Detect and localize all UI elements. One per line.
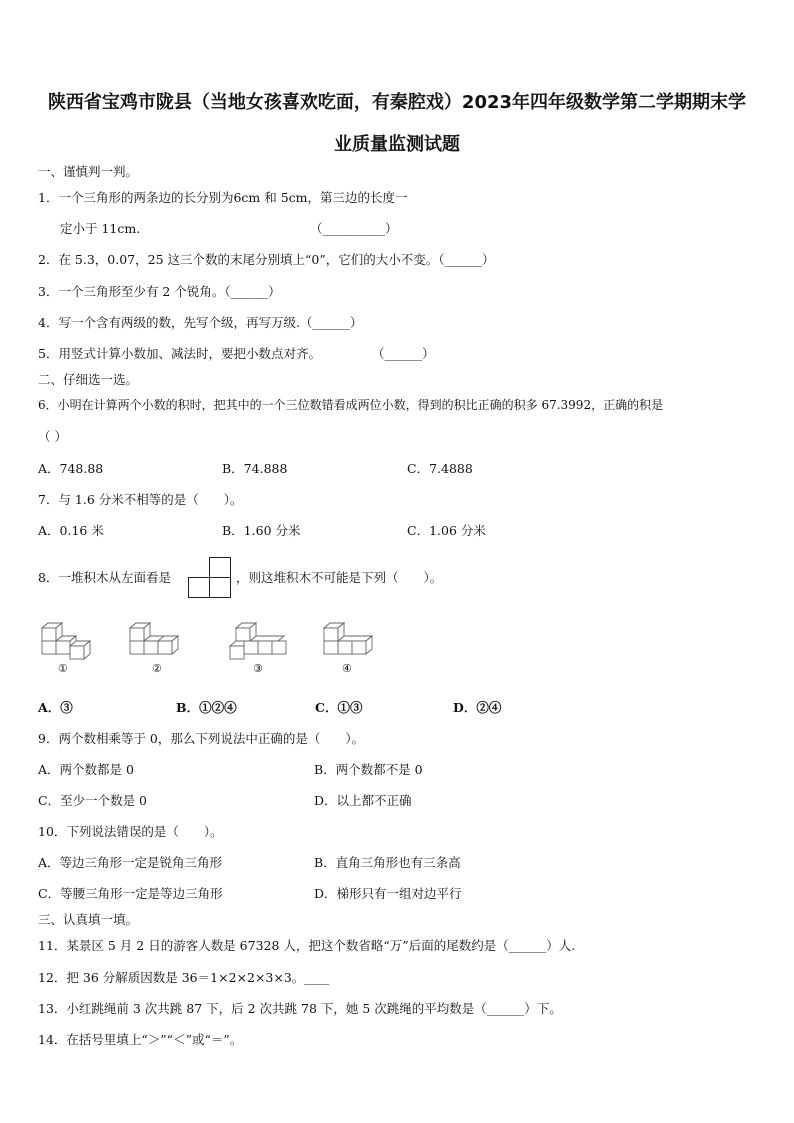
question-6-stem: 6．小明在计算两个小数的积时，把其中的一个三位数错看成两位小数，得到的积比正确的积多 67.3992，正确的积是 [38, 398, 664, 412]
question-2: 2．在 5.3，0.07，25 这三个数的末尾分别填上“0”，它们的大小不变。（______） [38, 252, 495, 267]
block-figure-3 [228, 622, 294, 664]
question-8-option-a: A．③ [38, 700, 73, 715]
question-6-option-b: B．74.888 [222, 461, 288, 476]
question-7-option-c: C．1.06 分米 [407, 523, 486, 538]
figure-1-label: ① [58, 662, 68, 675]
question-9-stem: 9．两个数相乘等于 0，那么下列说法中正确的是（ ）。 [38, 731, 365, 746]
block-figure-2 [128, 622, 194, 664]
section-heading-judge: 一、谨慎判一判。 [38, 164, 139, 179]
question-8-option-b: B．①②④ [176, 700, 237, 715]
figure-4-label: ④ [342, 662, 352, 675]
block-figure-1 [40, 622, 100, 664]
block-figure-4 [320, 622, 382, 664]
question-9-option-a: A．两个数都是 0 [38, 762, 134, 777]
question-4: 4．写一个含有两级的数，先写个级，再写万级.（______） [38, 315, 363, 330]
question-8-option-c: C．①③ [315, 700, 363, 715]
question-1-answer-blank: （__________） [310, 221, 398, 236]
question-6-answer-paren: （ ） [38, 429, 67, 444]
question-7-option-b: B．1.60 分米 [222, 523, 301, 538]
question-3: 3．一个三角形至少有 2 个锐角。（______） [38, 284, 281, 299]
question-6-option-c: C．7.4888 [407, 461, 473, 476]
question-7-stem: 7．与 1.6 分米不相等的是（ ）。 [38, 492, 243, 507]
question-9-option-d: D．以上都不正确 [314, 793, 412, 808]
question-9-option-c: C．至少一个数是 0 [38, 793, 147, 808]
question-10-option-d: D．梯形只有一组对边平行 [314, 886, 462, 901]
question-8-option-d: D．②④ [453, 700, 502, 715]
question-9-option-b: B．两个数都不是 0 [314, 762, 423, 777]
question-10-stem: 10．下列说法错误的是（ ）。 [38, 824, 223, 839]
question-1-line-2: 定小于 11cm. [60, 221, 141, 236]
section-heading-choose: 二、仔细选一选。 [38, 372, 139, 387]
question-10-option-b: B．直角三角形也有三条高 [314, 855, 461, 870]
question-14: 14．在括号里填上“＞”“＜”或“＝”。 [38, 1032, 243, 1047]
section-heading-fill: 三、认真填一填。 [38, 912, 139, 927]
question-8-stem-b: ，则这堆积木不可能是下列（ ）。 [236, 570, 443, 585]
question-7-option-a: A．0.16 米 [38, 523, 104, 538]
question-8-stem-a: 8．一堆积木从左面看是 [38, 570, 171, 585]
left-view-figure [188, 557, 232, 599]
page-title-line-1: 陕西省宝鸡市陇县（当地女孩喜欢吃面，有秦腔戏）2023年四年级数学第二学期期末学 [47, 92, 747, 113]
question-13: 13．小红跳绳前 3 次共跳 87 下，后 2 次共跳 78 下，她 5 次跳绳的平均数是（______）下。 [38, 1001, 562, 1016]
question-12: 12．把 36 分解质因数是 36＝1×2×2×3×3。____ [38, 970, 330, 985]
question-10-option-a: A．等边三角形一定是锐角三角形 [38, 855, 223, 870]
figure-3-label: ③ [253, 662, 263, 675]
question-5: 5．用竖式计算小数加、减法时，要把小数点对齐。 [38, 346, 321, 361]
question-6-option-a: A．748.88 [38, 461, 104, 476]
question-10-option-c: C．等腰三角形一定是等边三角形 [38, 886, 223, 901]
question-5-answer-blank: （______） [372, 346, 435, 361]
page-title-line-2: 业质量监测试题 [334, 134, 460, 155]
question-11: 11．某景区 5 月 2 日的游客人数是 67328 人，把这个数省略“万”后面的尾数约是（______）人. [38, 938, 576, 953]
question-1-line-1: 1．一个三角形的两条边的长分别为6cm 和 5cm，第三边的长度一 [38, 190, 408, 205]
figure-2-label: ② [152, 662, 162, 675]
